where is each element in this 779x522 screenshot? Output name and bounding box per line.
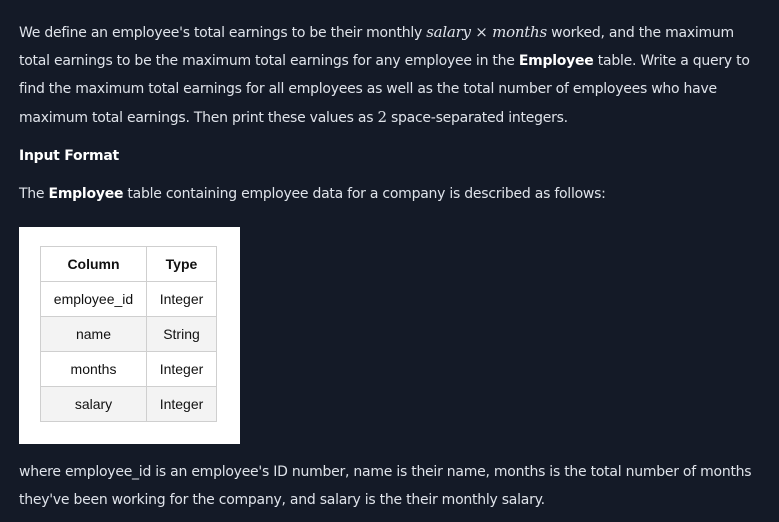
column-description-paragraph: where employee_id is an employee's ID number, name is their name, months is the total number of months they've been working for the company, and salary is the their monthly salary. (19, 464, 752, 508)
math-times: × (470, 23, 493, 41)
table-row (41, 282, 217, 317)
table-row (41, 352, 217, 387)
column-cell: months (41, 352, 147, 387)
type-cell: Integer (147, 352, 217, 387)
intro-text-4: space-separated integers. (386, 110, 568, 126)
input-format-paragraph (19, 180, 764, 208)
employee-bold-1: Employee (518, 53, 594, 69)
column-description (19, 458, 764, 514)
math-months: months (492, 23, 547, 41)
intro-text-3: table. Write a query to find the maximum total earnings for all employees as well as the total number of employees who have maximum total earnings. Then print these values as (19, 53, 750, 126)
intro-text-2: worked, and the maximum total earnings to be the maximum total earnings for any employee in the (19, 25, 734, 69)
input-format-heading: Input Format (19, 148, 119, 164)
input-format-text-2: table containing employee data for a company is described as follows: (123, 186, 606, 202)
math-salary: salary (426, 23, 471, 41)
table-row (41, 317, 217, 352)
table-header-row (41, 247, 217, 282)
problem-statement (19, 18, 764, 208)
math-number-2: 2 (377, 108, 387, 126)
column-cell: employee_id (41, 282, 147, 317)
type-cell: Integer (147, 282, 217, 317)
column-header: Column (41, 247, 147, 282)
column-cell: name (41, 317, 147, 352)
schema-table-card (19, 227, 240, 444)
schema-table (40, 246, 217, 422)
employee-bold-2: Employee (48, 186, 124, 202)
column-cell: salary (41, 387, 147, 422)
input-format-text-1: The (19, 186, 49, 202)
table-row (41, 387, 217, 422)
type-cell: String (147, 317, 217, 352)
type-header: Type (147, 247, 217, 282)
intro-paragraph (19, 18, 764, 132)
type-cell: Integer (147, 387, 217, 422)
intro-text-1: We define an employee's total earnings to be their monthly (19, 25, 427, 41)
